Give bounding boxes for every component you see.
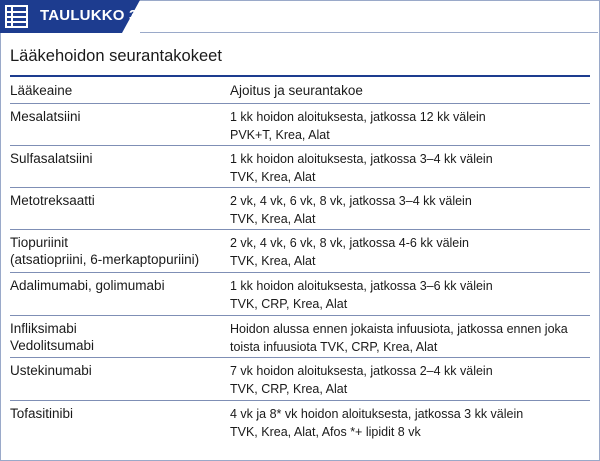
timing-text: Hoidon alussa ennen jokaista infuusiota, jatkossa ennen joka toista infuusiota TVK, CRP, Krea, Alat xyxy=(230,322,568,354)
drug-name: Ustekinumabi xyxy=(10,363,92,378)
table-row xyxy=(10,273,590,316)
drug-name: Tofasitinibi xyxy=(10,406,74,421)
table-row xyxy=(10,358,590,401)
table-row xyxy=(10,401,590,445)
banner-divider xyxy=(140,32,598,33)
timing-text: 2 vk, 4 vk, 6 vk, 8 vk, jatkossa 4-6 kk välein TVK, Krea, Alat xyxy=(230,236,469,268)
drug-name: Infliksimabi Vedolitsumabi xyxy=(10,321,95,353)
timing-text: 2 vk, 4 vk, 6 vk, 8 vk, jatkossa 3–4 kk välein TVK, Krea, Alat xyxy=(230,194,472,226)
table-row xyxy=(10,146,590,188)
drug-name: Tiopuriinit (atsatiopriini, 6-merkaptopuriini) xyxy=(10,235,200,267)
table-row xyxy=(10,230,590,273)
table-banner xyxy=(0,0,140,33)
drug-name: Sulfasalatsiini xyxy=(10,151,93,166)
table-icon xyxy=(0,0,33,33)
table-row xyxy=(10,188,590,230)
timing-text: 4 vk ja 8* vk hoidon aloituksesta, jatkossa 3 kk välein TVK, Krea, Alat, Afos *+ lipidit 8 vk xyxy=(230,407,524,439)
drug-name: Mesalatsiini xyxy=(10,109,81,124)
timing-text: 1 kk hoidon aloituksesta, jatkossa 12 kk välein PVK+T, Krea, Alat xyxy=(230,110,486,142)
timing-text: 7 vk hoidon aloituksesta, jatkossa 2–4 kk välein TVK, CRP, Krea, Alat xyxy=(230,364,493,396)
timing-text: 1 kk hoidon aloituksesta, jatkossa 3–4 kk välein TVK, Krea, Alat xyxy=(230,152,493,184)
header-drug: Lääkeaine xyxy=(10,83,73,98)
drug-name: Metotreksaatti xyxy=(10,193,95,208)
header-timing: Ajoitus ja seurantakoe xyxy=(230,83,363,98)
monitoring-table xyxy=(10,77,590,445)
timing-text: 1 kk hoidon aloituksesta, jatkossa 3–6 kk välein TVK, CRP, Krea, Alat xyxy=(230,279,493,311)
table-title: Lääkehoidon seurantakokeet xyxy=(10,47,222,65)
table-row xyxy=(10,104,590,146)
drug-name: Adalimumabi, golimumabi xyxy=(10,278,165,293)
table-row xyxy=(10,316,590,358)
banner-label: TAULUKKO 3. xyxy=(40,7,142,24)
table-header-row xyxy=(10,77,590,104)
